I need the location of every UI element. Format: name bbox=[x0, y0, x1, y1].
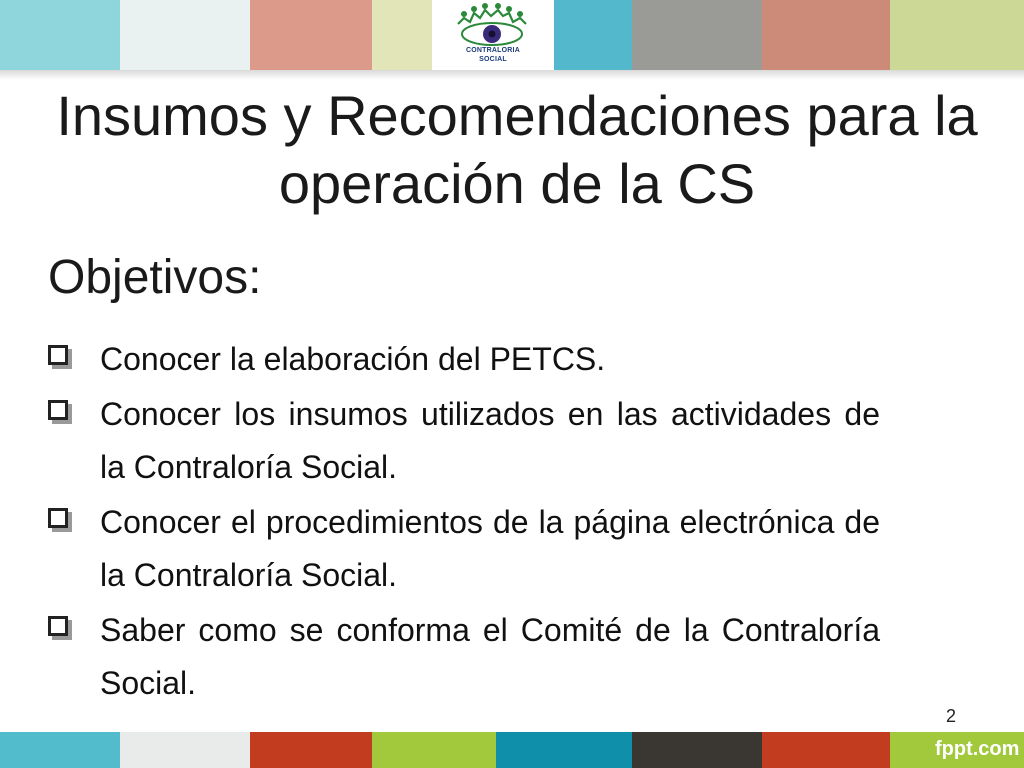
bottom-bar-segment bbox=[632, 732, 762, 768]
slide-title: Insumos y Recomendaciones para la operación de la CS bbox=[56, 84, 978, 215]
top-bar-segment bbox=[890, 0, 1024, 70]
logo-text-line1: CONTRALORIA bbox=[466, 47, 520, 54]
eye-logo-icon bbox=[450, 2, 536, 48]
top-bar-segment bbox=[250, 0, 372, 70]
page-number: 2 bbox=[946, 706, 957, 726]
list-item bbox=[48, 604, 880, 710]
top-bar-segment bbox=[372, 0, 432, 70]
top-bar-segment bbox=[554, 0, 632, 70]
bottom-color-bar bbox=[0, 732, 1024, 768]
list-item-text: Conocer la elaboración del PETCS. bbox=[100, 341, 606, 377]
checkbox-bullet-icon bbox=[48, 616, 68, 636]
list-item-text: Conocer el procedimientos de la página electrónica de la Contraloría Social. bbox=[100, 504, 880, 593]
footer-brand: fppt.com bbox=[935, 738, 1020, 760]
bottom-bar-segment bbox=[0, 732, 120, 768]
top-bar-segment bbox=[0, 0, 120, 70]
checkbox-bullet-icon bbox=[48, 400, 68, 420]
list-item bbox=[48, 388, 880, 494]
bottom-bar-segment bbox=[372, 732, 496, 768]
top-bar-segment bbox=[120, 0, 250, 70]
checkbox-bullet-icon bbox=[48, 345, 68, 365]
top-bar-segment bbox=[632, 0, 762, 70]
list-item-text: Saber como se conforma el Comité de la Contraloría Social. bbox=[100, 612, 880, 701]
logo-text-line2: SOCIAL bbox=[479, 56, 507, 63]
top-bar-segment bbox=[762, 0, 890, 70]
objectives-list bbox=[48, 333, 880, 712]
bottom-bar-segment bbox=[120, 732, 250, 768]
bottom-bar-segment bbox=[762, 732, 890, 768]
bottom-bar-segment bbox=[496, 732, 632, 768]
contraloria-social-logo bbox=[432, 0, 554, 70]
checkbox-bullet-icon bbox=[48, 508, 68, 528]
top-bar-shadow bbox=[0, 70, 1024, 80]
bottom-bar-segment bbox=[250, 732, 372, 768]
list-item bbox=[48, 333, 880, 386]
list-item-text: Conocer los insumos utilizados en las actividades de la Contraloría Social. bbox=[100, 396, 880, 485]
slide-subtitle: Objetivos: bbox=[48, 251, 262, 304]
list-item bbox=[48, 496, 880, 602]
